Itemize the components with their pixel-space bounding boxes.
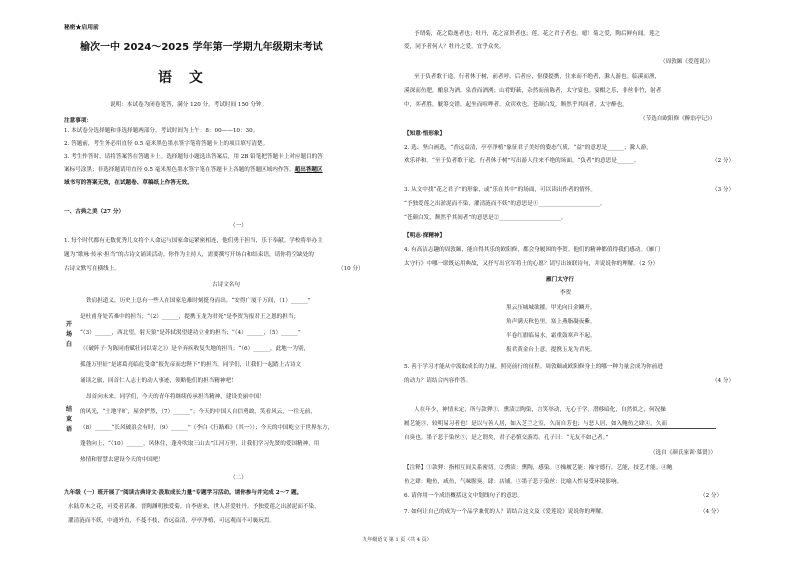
passage-line: 中，弈者胜，觥筹交错，起坐而喧哗者，众宾欢也。苍颜白发，颓然乎其间者，太守醉也。 bbox=[404, 102, 628, 108]
part2-intro: 九年级（一）班开展了“阅读古典诗文·汲取成长力量”专题学习活动。请你参与并完成 2～7 题。 bbox=[64, 490, 303, 496]
open-line: 诵读之旅，回首仁人志士的动人事迹，领略他们的担当精神吧！ bbox=[80, 378, 237, 384]
subsection-heading: 【明志·探精神】 bbox=[404, 233, 446, 239]
exam-title: 榆次一中 2024～2025 学年第一学期九年级期末考试 bbox=[80, 42, 323, 53]
source: （节选自欧阳修《醉翁亭记》） bbox=[640, 116, 716, 122]
instruction-line: 案标号涂黑；非选择题请用直径 0.5 毫米黑色墨水签字笔在答题卡上各题的答题区域内作答。超出答题区 bbox=[64, 167, 323, 173]
exam-note: 说明：本试卷为闭卷笔答，满分 120 分，考试时间 150 分钟。 bbox=[110, 102, 268, 108]
open-label: 开 场 白 bbox=[66, 321, 73, 348]
q5-line: 的动力？请结合内容作答。 bbox=[404, 378, 472, 384]
q6-line: 6. 请你用一个成语概括这文中划线句子的意思。 bbox=[404, 493, 523, 499]
passage-line: 履艺能③，较明易习者也！是以与善人居，如入芝兰之室，久而自芳也；与恶人居，如入鲍鱼之肆④，久而 bbox=[404, 421, 667, 427]
close-line: （8）______“长风破浪会有时，（9）______”（李白《行路难》（其一））；今天的中国屹立于世界东方， bbox=[80, 425, 334, 431]
q7-points: （4 分） bbox=[700, 509, 723, 515]
passage-line: 人在年少，神情未定，所与款狎①，熏渍②陶染，言笑举动，无心于学，潜移暗化，自然似之，何况操 bbox=[414, 407, 666, 413]
passage-line: 至于负者歌于途，行者休于树，前者呼，后者应，伛偻提携，往来而不绝者，滁人游也。临溪而渔， bbox=[414, 74, 661, 80]
subsection-heading: 【知意·悟形象】 bbox=[404, 131, 446, 137]
subject-title: 语 文 bbox=[158, 70, 209, 86]
q4-line: 太守行》中哪一联既运用典故，又抒写出官军将士的心愿？请写出该联诗句，并说说你的理解。（2 分） bbox=[404, 261, 659, 267]
passage-line: 自臭也。墨子悲于染丝⑤，是之谓矣，君子必慎交游焉。孔子曰：“无友不如己者。” bbox=[404, 435, 609, 441]
note-line: 鱼之肆：鲍鱼，咸鱼，气味腥臭。肆：店铺。⑤墨子悲于染丝：比喻人性易受环境影响。 bbox=[404, 479, 623, 485]
q3-points: （3 分） bbox=[712, 187, 735, 193]
poem-line: 角声满天秋色里，塞上燕脂凝夜紫。 bbox=[506, 319, 596, 325]
passage-line: 濯清涟而不妖，中通外直，不蔓不枝，香远益清，亭亭净植，可远观而不可亵玩焉。 bbox=[68, 518, 275, 524]
q3-line: “苍颜白发，颓然乎其间者”的意思是②______________________。 bbox=[404, 215, 567, 221]
q1-points: （10 分） bbox=[338, 266, 364, 272]
q2-line: 2. 选、坚白画选，“香远益清，亭亭净植”象征君子美好的姿态气质，“益”的意思是______；滁人游， bbox=[404, 145, 652, 151]
q1-line: 题为“歌咏·传承·担当”的古诗文诵读活动。你作为主持人，需要撰写开场白和结束语，请你将空缺处的 bbox=[64, 252, 314, 258]
q4-line: 4. 有高洁志趣的周敦颐，能自得其乐的欧阳修，都会身履困的李贺。他们的精神都值得我们感动。《雁门 bbox=[404, 247, 661, 253]
poem-title: 雁门太守行 bbox=[546, 277, 574, 283]
passage-line: 水陆草木之花，可爱者甚蕃。晋陶渊明独爱菊。自李唐来，世人甚爱牡丹。予独爱莲之出淤泥而不染， bbox=[68, 504, 320, 510]
open-line: 孤蓬万里征”是诸葛亮临危受命“报先帝而忠陛下”的担当。同学们，让我们一起踏上古诗文 bbox=[80, 362, 302, 368]
open-line: 铁肩担道义，历史上总有一些人在国家危难时刻挺身而出。“安得广厦千万间，（1）______” bbox=[86, 298, 311, 304]
left-column bbox=[60, 0, 390, 562]
q7-line: 7. 如何让自己的成为一个品学兼优的人？请结合这文及《爱莲说》说说你的理解。 bbox=[404, 509, 607, 515]
close-line: 的风光，“土地平旷，屋舍俨然，（7）______”；今天的中国人自信勇敢，笑看风云，一往无前， bbox=[80, 409, 316, 415]
source: （选自《颜氏家训·慕贤》） bbox=[650, 450, 717, 456]
q1-line: 古诗文默写在横线上。 bbox=[64, 266, 120, 272]
instruction-line: 域书写的答案无效，在试题卷、草稿纸上作答无效。 bbox=[64, 180, 193, 186]
part-mark: （一） bbox=[230, 223, 247, 229]
instructions-heading: 注意事项： bbox=[64, 118, 92, 124]
close-line: 热情和智慧去建设今天的中国吧！ bbox=[80, 457, 164, 463]
close-line: 蓬勃向上，“（10）______，风休住，蓬舟吹取三山去”江河万里，让我们学习先贤的爱国精神，用 bbox=[80, 441, 320, 447]
right-column bbox=[400, 0, 750, 562]
instruction-bold-tail: 超出答题区 bbox=[294, 167, 323, 173]
passage-line: 予谓菊，花之隐逸者也；牡丹，花之富贵者也；莲，花之君子者也。噫！菊之爱，陶后鲜有闻。莲之 bbox=[414, 31, 661, 37]
q2-line: 欢乐祥和。“至于负者歌于途，行者休于树”写出游人往来不绝的场面。“负者”的意思是______。 bbox=[404, 158, 640, 164]
page-footer: 九年级语文 第 1 页（共 4 页） bbox=[362, 537, 432, 543]
secret-label: 秘密★启用前 bbox=[64, 25, 99, 31]
poem-line: 黑云压城城欲摧，甲光向日金鳞开。 bbox=[506, 305, 596, 311]
close-line: 昂首向未来。同学们，今天的青年将继续传承担当精神，建设美丽中国！ bbox=[86, 394, 266, 400]
q2-points: （2 分） bbox=[712, 158, 735, 164]
instruction-line: 1. 本试卷分选择题和非选择题两部分。考试时间为上午：8：00——10：30。 bbox=[64, 128, 259, 134]
passage-line: 爱，同予者何人？牡丹之爱，宜乎众矣。 bbox=[404, 44, 505, 50]
section-heading: 一、古典之美（27 分） bbox=[64, 209, 125, 215]
poem-line: 半卷红旗临易水，霜重鼓寒声不起。 bbox=[506, 333, 596, 339]
passage-line: 溪深而鱼肥，酿泉为酒，泉香而酒洌；山肴野蔌，杂然而前陈者，太守宴也。宴酣之乐，非丝非竹，射者 bbox=[404, 88, 662, 94]
box-title: 古诗文名句 bbox=[212, 282, 240, 288]
instruction-line: 2. 答题前，考生务必用直径 0.5 毫米黑色墨水签字笔将答题卡上的项目填写清楚。 bbox=[64, 141, 269, 147]
open-line: 是杜甫身处苦难中的担当；“（2）______，提携玉龙为君死”是李贺为报君王之恩的担当； bbox=[80, 314, 300, 320]
q5-line: 5. 善于学习才能从中汲取成长的力量，照亮前行的征程。周敦颐或欧阳修身上的哪一种力量会成为你前进 bbox=[404, 364, 663, 370]
instruction-line: 3. 考生作答时，请将答案答在答题卡上。选择题每小题选出答案后，用 2B 铅笔把答题卡上对应题目的答 bbox=[64, 154, 323, 160]
underline-rule bbox=[438, 428, 716, 429]
q3-line: “予独爱莲之出淤泥而不染，濯清涟而不妖”的意思是①______________________。 bbox=[404, 201, 606, 207]
q6-points: （2 分） bbox=[700, 493, 723, 499]
open-line: （《破阵子·为陈同甫赋壮词以寄之》）是辛弃疾收复失地的担当；“（6）______，此地一为别， bbox=[80, 346, 310, 352]
note-line: 【注释】①款狎：指相互间关系密切。②熏渍：熏陶，感染。③操履艺能：操守德行，艺能，技艺才能。④鲍 bbox=[404, 465, 673, 471]
poem-line: 报君黄金台上意，提携玉龙为君死。 bbox=[506, 347, 596, 353]
open-line: “（3）______，西北望，射天狼”是苏轼渴望建功立业的担当；“（4）______，（5）______” bbox=[80, 330, 301, 336]
close-label: 结 束 语 bbox=[66, 406, 73, 433]
part-mark: （二） bbox=[230, 475, 247, 481]
poem-author: 李贺 bbox=[560, 290, 572, 296]
q3-line: 3. 从文中找“花之君子”的形象，或“乐在其中”的场面，可以读出作者的情怀。 bbox=[404, 187, 596, 193]
source: （周敦颐《爱莲说》） bbox=[660, 59, 714, 65]
q1-line: 1. 每个时代都有无数优秀儿女将个人命运与国家命运紧密相连，他们勇于担当，乐于奉献。学校将举办主 bbox=[64, 238, 323, 244]
q5-points: （4 分） bbox=[712, 378, 735, 384]
